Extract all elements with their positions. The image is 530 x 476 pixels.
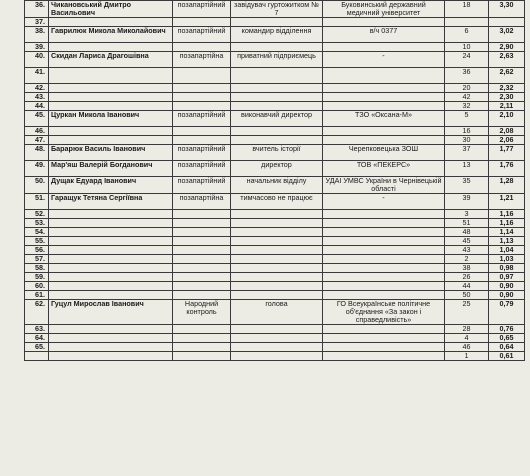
vote-number: 50 <box>445 291 489 300</box>
vote-percent: 0,64 <box>489 343 525 352</box>
table-row <box>25 127 525 136</box>
row-number: 64. <box>25 334 49 343</box>
party-affiliation <box>173 273 231 282</box>
party-affiliation <box>173 210 231 219</box>
job-position <box>231 136 323 145</box>
person-name: Гаврилюк Микола Миколайович <box>49 27 173 43</box>
organization: ГО Всеукраїнське політичне об'єднання «За закон і справедливість» <box>323 300 445 325</box>
vote-number: 48 <box>445 228 489 237</box>
row-number: 60. <box>25 282 49 291</box>
organization: УДАІ УМВС України в Чернівецькій області <box>323 177 445 194</box>
job-position <box>231 228 323 237</box>
row-number: 57. <box>25 255 49 264</box>
person-name: Барарюк Василь Іванович <box>49 145 173 161</box>
vote-percent: 1,77 <box>489 145 525 161</box>
person-name <box>49 84 173 93</box>
table-row <box>25 177 525 194</box>
table-row <box>25 352 525 361</box>
row-number: 53. <box>25 219 49 228</box>
vote-number: 25 <box>445 300 489 325</box>
job-position <box>231 246 323 255</box>
vote-percent: 2,10 <box>489 111 525 127</box>
row-number: 61. <box>25 291 49 300</box>
row-number: 50. <box>25 177 49 194</box>
organization <box>323 237 445 246</box>
table-row <box>25 136 525 145</box>
row-number: 51. <box>25 194 49 210</box>
table-row <box>25 325 525 334</box>
row-number: 44. <box>25 102 49 111</box>
organization <box>323 282 445 291</box>
row-number: 59. <box>25 273 49 282</box>
organization <box>323 352 445 361</box>
organization: ТЗО «Оксана-М» <box>323 111 445 127</box>
party-affiliation: позапартійний <box>173 145 231 161</box>
party-affiliation <box>173 228 231 237</box>
person-name <box>49 282 173 291</box>
vote-percent: 0,98 <box>489 264 525 273</box>
vote-number: 24 <box>445 52 489 68</box>
job-position <box>231 127 323 136</box>
job-position <box>231 210 323 219</box>
party-affiliation <box>173 334 231 343</box>
row-number: 52. <box>25 210 49 219</box>
vote-percent: 2,08 <box>489 127 525 136</box>
person-name <box>49 255 173 264</box>
party-affiliation: Народний контроль <box>173 300 231 325</box>
vote-percent: 1,16 <box>489 210 525 219</box>
job-position <box>231 334 323 343</box>
job-position <box>231 264 323 273</box>
job-position: начальник відділу <box>231 177 323 194</box>
organization <box>323 246 445 255</box>
vote-number: 5 <box>445 111 489 127</box>
organization: в/ч 0377 <box>323 27 445 43</box>
organization <box>323 273 445 282</box>
vote-percent: 2,62 <box>489 68 525 84</box>
party-affiliation <box>173 68 231 84</box>
vote-percent: 3,30 <box>489 1 525 18</box>
vote-number: 46 <box>445 343 489 352</box>
table-row <box>25 282 525 291</box>
vote-percent: 1,03 <box>489 255 525 264</box>
row-number <box>25 352 49 361</box>
party-affiliation <box>173 282 231 291</box>
vote-number: 39 <box>445 194 489 210</box>
row-number: 42. <box>25 84 49 93</box>
organization: Буковинський державний медичний університет <box>323 1 445 18</box>
vote-number: 6 <box>445 27 489 43</box>
vote-percent: 0,76 <box>489 325 525 334</box>
job-position <box>231 43 323 52</box>
vote-number: 26 <box>445 273 489 282</box>
person-name <box>49 127 173 136</box>
organization <box>323 84 445 93</box>
organization <box>323 68 445 84</box>
table-row <box>25 246 525 255</box>
vote-number: 32 <box>445 102 489 111</box>
person-name: Мар'яш Валерій Богданович <box>49 161 173 177</box>
party-affiliation: позапартійний <box>173 161 231 177</box>
vote-percent: 2,63 <box>489 52 525 68</box>
person-name <box>49 343 173 352</box>
vote-percent: 1,04 <box>489 246 525 255</box>
organization <box>323 264 445 273</box>
vote-number: 18 <box>445 1 489 18</box>
party-affiliation: позапартійний <box>173 111 231 127</box>
organization <box>323 127 445 136</box>
job-position <box>231 255 323 264</box>
job-position: завідувач гуртожитком № 7 <box>231 1 323 18</box>
vote-number: 4 <box>445 334 489 343</box>
vote-percent: 0,65 <box>489 334 525 343</box>
vote-number: 3 <box>445 210 489 219</box>
job-position: тимчасово не працює <box>231 194 323 210</box>
party-affiliation: позапартійна <box>173 194 231 210</box>
table-row <box>25 343 525 352</box>
vote-percent: 1,28 <box>489 177 525 194</box>
person-name: Гаращук Тетяна Сергіївна <box>49 194 173 210</box>
organization <box>323 334 445 343</box>
row-number: 47. <box>25 136 49 145</box>
job-position <box>231 343 323 352</box>
vote-number: 45 <box>445 237 489 246</box>
vote-percent: 2,11 <box>489 102 525 111</box>
party-affiliation <box>173 237 231 246</box>
vote-percent: 1,21 <box>489 194 525 210</box>
vote-percent: 0,61 <box>489 352 525 361</box>
person-name <box>49 136 173 145</box>
vote-percent: 0,79 <box>489 300 525 325</box>
row-number: 55. <box>25 237 49 246</box>
vote-percent: 2,06 <box>489 136 525 145</box>
vote-percent: 1,14 <box>489 228 525 237</box>
vote-number: 37 <box>445 145 489 161</box>
job-position: приватний підприємець <box>231 52 323 68</box>
job-position <box>231 18 323 27</box>
vote-percent: 2,32 <box>489 84 525 93</box>
table-row <box>25 145 525 161</box>
row-number: 39. <box>25 43 49 52</box>
party-affiliation <box>173 93 231 102</box>
row-number: 40. <box>25 52 49 68</box>
organization <box>323 102 445 111</box>
job-position <box>231 282 323 291</box>
table-row <box>25 102 525 111</box>
organization <box>323 343 445 352</box>
party-affiliation <box>173 84 231 93</box>
person-name <box>49 325 173 334</box>
party-affiliation <box>173 246 231 255</box>
party-affiliation <box>173 18 231 27</box>
job-position: директор <box>231 161 323 177</box>
organization <box>323 136 445 145</box>
table-row <box>25 210 525 219</box>
table-row <box>25 27 525 43</box>
job-position: виконавчий директор <box>231 111 323 127</box>
row-number: 54. <box>25 228 49 237</box>
vote-percent: 1,13 <box>489 237 525 246</box>
table-row <box>25 93 525 102</box>
person-name <box>49 93 173 102</box>
table-row <box>25 68 525 84</box>
row-number: 58. <box>25 264 49 273</box>
row-number: 46. <box>25 127 49 136</box>
vote-number: 35 <box>445 177 489 194</box>
vote-percent: 0,90 <box>489 282 525 291</box>
job-position <box>231 273 323 282</box>
vote-number: 43 <box>445 246 489 255</box>
party-affiliation <box>173 43 231 52</box>
vote-percent <box>489 18 525 27</box>
vote-percent: 0,90 <box>489 291 525 300</box>
vote-percent: 2,30 <box>489 93 525 102</box>
person-name <box>49 18 173 27</box>
row-number: 65. <box>25 343 49 352</box>
table-row <box>25 228 525 237</box>
person-name <box>49 334 173 343</box>
job-position <box>231 325 323 334</box>
vote-number: 38 <box>445 264 489 273</box>
vote-number: 36 <box>445 68 489 84</box>
person-name: Дущак Едуард Іванович <box>49 177 173 194</box>
job-position <box>231 102 323 111</box>
vote-number: 44 <box>445 282 489 291</box>
vote-percent: 1,76 <box>489 161 525 177</box>
person-name: Чикановський Дмитро Васильович <box>49 1 173 18</box>
row-number: 45. <box>25 111 49 127</box>
table-row <box>25 18 525 27</box>
organization <box>323 291 445 300</box>
person-name <box>49 237 173 246</box>
table-row <box>25 111 525 127</box>
party-affiliation <box>173 325 231 334</box>
organization <box>323 255 445 264</box>
party-affiliation <box>173 127 231 136</box>
organization: Черепковецька ЗОШ <box>323 145 445 161</box>
table-body <box>25 1 525 361</box>
party-affiliation <box>173 264 231 273</box>
job-position: голова <box>231 300 323 325</box>
row-number: 62. <box>25 300 49 325</box>
vote-number <box>445 18 489 27</box>
table-row <box>25 273 525 282</box>
organization <box>323 18 445 27</box>
vote-number: 51 <box>445 219 489 228</box>
results-table <box>24 0 525 361</box>
job-position <box>231 68 323 84</box>
organization <box>323 219 445 228</box>
person-name <box>49 228 173 237</box>
row-number: 43. <box>25 93 49 102</box>
person-name <box>49 43 173 52</box>
table-row <box>25 84 525 93</box>
party-affiliation <box>173 352 231 361</box>
person-name <box>49 291 173 300</box>
vote-number: 20 <box>445 84 489 93</box>
party-affiliation: позапартійний <box>173 27 231 43</box>
organization <box>323 228 445 237</box>
person-name <box>49 264 173 273</box>
vote-number: 10 <box>445 43 489 52</box>
person-name <box>49 273 173 282</box>
person-name: Гуцул Мирослав Іванович <box>49 300 173 325</box>
row-number: 48. <box>25 145 49 161</box>
row-number: 49. <box>25 161 49 177</box>
vote-number: 13 <box>445 161 489 177</box>
row-number: 56. <box>25 246 49 255</box>
person-name <box>49 210 173 219</box>
party-affiliation <box>173 219 231 228</box>
row-number: 38. <box>25 27 49 43</box>
vote-percent: 1,16 <box>489 219 525 228</box>
job-position: командир відділення <box>231 27 323 43</box>
row-number: 41. <box>25 68 49 84</box>
table-row <box>25 194 525 210</box>
table-row <box>25 291 525 300</box>
table-row <box>25 52 525 68</box>
party-affiliation <box>173 291 231 300</box>
party-affiliation: позапартійний <box>173 1 231 18</box>
row-number: 37. <box>25 18 49 27</box>
table-row <box>25 161 525 177</box>
organization <box>323 93 445 102</box>
vote-percent: 3,02 <box>489 27 525 43</box>
job-position <box>231 93 323 102</box>
person-name: Цуркан Микола Іванович <box>49 111 173 127</box>
table-row <box>25 1 525 18</box>
person-name <box>49 102 173 111</box>
person-name <box>49 352 173 361</box>
person-name <box>49 246 173 255</box>
table-row <box>25 237 525 246</box>
vote-number: 16 <box>445 127 489 136</box>
row-number: 36. <box>25 1 49 18</box>
table-row <box>25 43 525 52</box>
row-number: 63. <box>25 325 49 334</box>
job-position <box>231 84 323 93</box>
vote-number: 28 <box>445 325 489 334</box>
organization: - <box>323 194 445 210</box>
job-position <box>231 352 323 361</box>
organization <box>323 325 445 334</box>
organization <box>323 210 445 219</box>
vote-number: 30 <box>445 136 489 145</box>
person-name <box>49 219 173 228</box>
job-position <box>231 219 323 228</box>
party-affiliation: позапартійний <box>173 177 231 194</box>
party-affiliation <box>173 136 231 145</box>
vote-percent: 0,97 <box>489 273 525 282</box>
vote-number: 1 <box>445 352 489 361</box>
organization: - <box>323 52 445 68</box>
table-row <box>25 334 525 343</box>
person-name <box>49 68 173 84</box>
person-name: Скидан Лариса Драгошівна <box>49 52 173 68</box>
vote-number: 42 <box>445 93 489 102</box>
organization <box>323 43 445 52</box>
organization: ТОВ «ПЕКЕРС» <box>323 161 445 177</box>
table-row <box>25 255 525 264</box>
vote-number: 2 <box>445 255 489 264</box>
table-row <box>25 300 525 325</box>
party-affiliation <box>173 343 231 352</box>
table-row <box>25 264 525 273</box>
job-position <box>231 237 323 246</box>
party-affiliation: позапартійна <box>173 52 231 68</box>
party-affiliation <box>173 255 231 264</box>
job-position <box>231 291 323 300</box>
vote-percent: 2,90 <box>489 43 525 52</box>
party-affiliation <box>173 102 231 111</box>
table-row <box>25 219 525 228</box>
job-position: вчитель історії <box>231 145 323 161</box>
